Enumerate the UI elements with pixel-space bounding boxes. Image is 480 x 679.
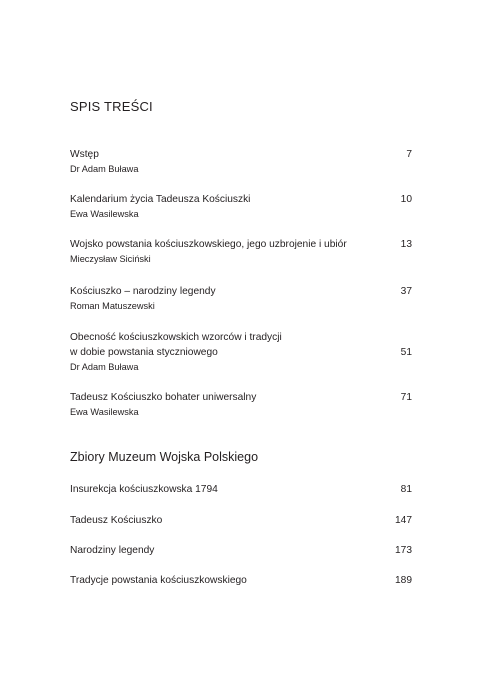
toc-entry bbox=[70, 237, 412, 266]
entry-page-number: 81 bbox=[400, 484, 412, 495]
collection-entry bbox=[70, 513, 412, 528]
entry-title: Tadeusz Kościuszko bbox=[70, 515, 163, 526]
entry-page-number: 189 bbox=[395, 575, 412, 586]
entry-title: Obecność kościuszkowskich wzorców i tradycji bbox=[70, 332, 282, 343]
collection-entry bbox=[70, 573, 412, 588]
entry-page-number: 10 bbox=[400, 194, 412, 205]
entry-author: Dr Adam Buława bbox=[70, 362, 139, 372]
entry-title: Narodziny legendy bbox=[70, 545, 155, 556]
entry-title: Wstęp bbox=[70, 149, 99, 160]
entry-title: w dobie powstania styczniowego bbox=[70, 347, 218, 358]
toc-entry bbox=[70, 330, 412, 374]
entry-page-number: 147 bbox=[395, 515, 412, 526]
entry-title: Tadeusz Kościuszko bohater uniwersalny bbox=[70, 392, 257, 403]
entry-author: Roman Matuszewski bbox=[70, 301, 155, 311]
entry-page-number: 71 bbox=[400, 392, 412, 403]
entry-page-number: 37 bbox=[400, 286, 412, 297]
toc-heading: SPIS TREŚCI bbox=[70, 99, 153, 114]
toc-entry bbox=[70, 147, 412, 176]
entry-page-number: 7 bbox=[406, 149, 412, 160]
toc-entry bbox=[70, 390, 412, 419]
entry-page-number: 173 bbox=[395, 545, 412, 556]
entry-page-number: 13 bbox=[400, 239, 412, 250]
entry-author: Ewa Wasilewska bbox=[70, 407, 139, 417]
entry-title: Tradycje powstania kościuszkowskiego bbox=[70, 575, 247, 586]
entry-title: Kościuszko – narodziny legendy bbox=[70, 286, 216, 297]
entry-author: Mieczysław Siciński bbox=[70, 254, 151, 264]
collection-entry bbox=[70, 482, 412, 497]
entry-title: Wojsko powstania kościuszkowskiego, jego uzbrojenie i ubiór bbox=[70, 239, 347, 250]
entry-page-number: 51 bbox=[400, 347, 412, 358]
collections-heading: Zbiory Muzeum Wojska Polskiego bbox=[70, 450, 259, 464]
entry-author: Ewa Wasilewska bbox=[70, 209, 139, 219]
entry-author: Dr Adam Buława bbox=[70, 164, 139, 174]
toc-entry bbox=[70, 192, 412, 221]
collection-entry bbox=[70, 543, 412, 558]
toc-entry bbox=[70, 284, 412, 313]
entry-title: Kalendarium życia Tadeusza Kościuszki bbox=[70, 194, 251, 205]
entry-title: Insurekcja kościuszkowska 1794 bbox=[70, 484, 218, 495]
